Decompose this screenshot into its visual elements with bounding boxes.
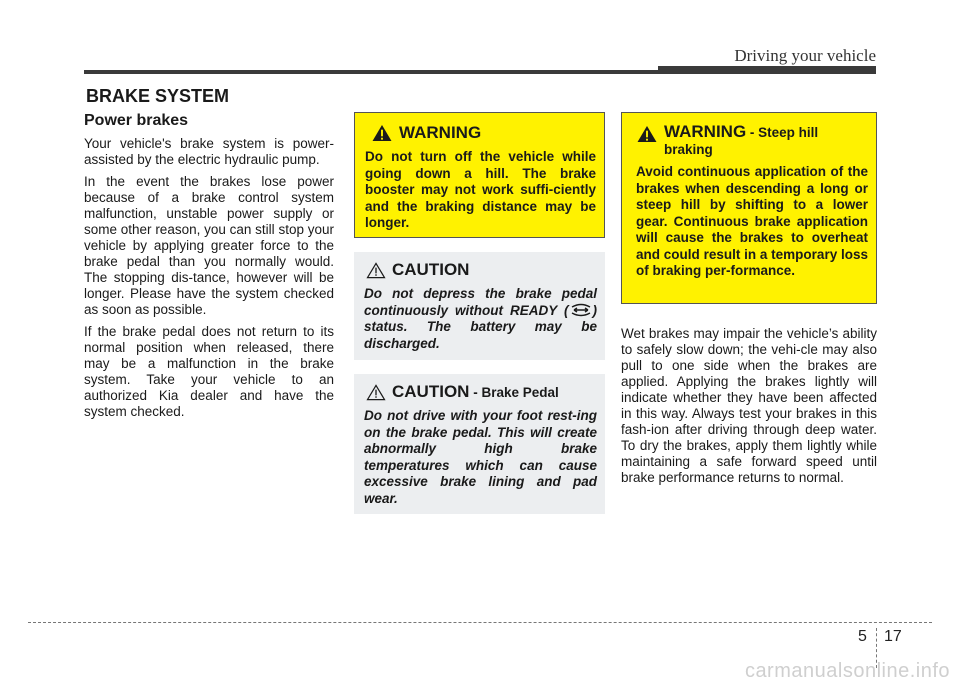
caution-triangle-icon (366, 384, 386, 401)
footer-rule (28, 622, 932, 623)
caution-header (366, 382, 597, 402)
paragraph: If the brake pedal does not return to its normal position when released, there may be a malfunction in the brake system. Take your vehicle to an authorized Kia dealer and have the system checked. (84, 324, 334, 419)
warning-box (354, 112, 605, 238)
caution-text: Do not drive with your foot rest-ing on the brake pedal. This will create abnormally high brake temperatures which can cause excessive brake lining and pad wear. (364, 408, 597, 506)
paragraph: Wet brakes may impair the vehicle’s ability to safely slow down; the vehi-cle may also pull to one side when the brakes are applied. Applying the brakes lightly will indicate whether they have been affected in this way. Always test your brakes in this fash-ion after driving through deep water. To dry the brakes, apply them lightly while maintaining a safe forward speed until brake performance returns to normal. (621, 326, 877, 485)
warning-triangle-icon (636, 125, 658, 143)
section-title: BRAKE SYSTEM (86, 86, 230, 106)
caution-box (354, 252, 605, 360)
ready-indicator-icon (569, 303, 593, 317)
warning-triangle-icon (371, 124, 393, 142)
caution-subtitle: - Brake Pedal (469, 384, 559, 400)
chapter-number: 5 (858, 628, 867, 645)
wet-brakes-section (621, 326, 877, 492)
caution-triangle-icon (366, 262, 386, 279)
warning-label: WARNING (399, 123, 482, 142)
caution-brake-pedal-box (354, 374, 605, 514)
caution-header (366, 260, 597, 280)
power-brakes-title: Power brakes (84, 112, 189, 129)
page-number: 17 (884, 628, 902, 645)
warning-heading (664, 123, 834, 158)
warning-header (636, 123, 868, 158)
warning-text: Avoid continuous application of the brakes when descending a long or steep hill by shifting to a lower gear. Continuous brake application will cause the brakes to overheat and could result in a temporary loss of braking per-formance. (636, 164, 868, 278)
watermark: carmanualsonline.info (744, 660, 950, 682)
caution-label: CAUTION (392, 382, 470, 401)
warning-text: Do not turn off the vehicle while going down a hill. The brake booster may not work suffi-ciently and the braking distance may be longer. (365, 149, 596, 230)
paragraph: In the event the brakes lose power because of a brake control system malfunction, unstable power supply or some other reason, you can still stop your vehicle by applying greater force to the brake pedal than you normally would. The stopping dis-tance, however will be longer. Please have the system checked as soon as possible. (84, 174, 334, 317)
header-rule-accent (658, 66, 876, 74)
caution-text-start: Do not depress the brake pedal continuously without READY ( (364, 286, 597, 318)
caution-text (364, 286, 597, 352)
caution-text-end: ) status. The battery may be discharged. (364, 302, 597, 351)
power-brakes-section (84, 112, 334, 426)
warning-subtitle: - Steep hill braking (664, 125, 822, 157)
warning-header (371, 123, 596, 143)
warning-label: WARNING (664, 122, 747, 141)
running-header: Driving your vehicle (734, 46, 876, 65)
caution-label: CAUTION (392, 260, 470, 279)
warning-steep-hill-box (621, 112, 877, 304)
paragraph: Your vehicle's brake system is power-assisted by the electric hydraulic pump. (84, 136, 334, 167)
